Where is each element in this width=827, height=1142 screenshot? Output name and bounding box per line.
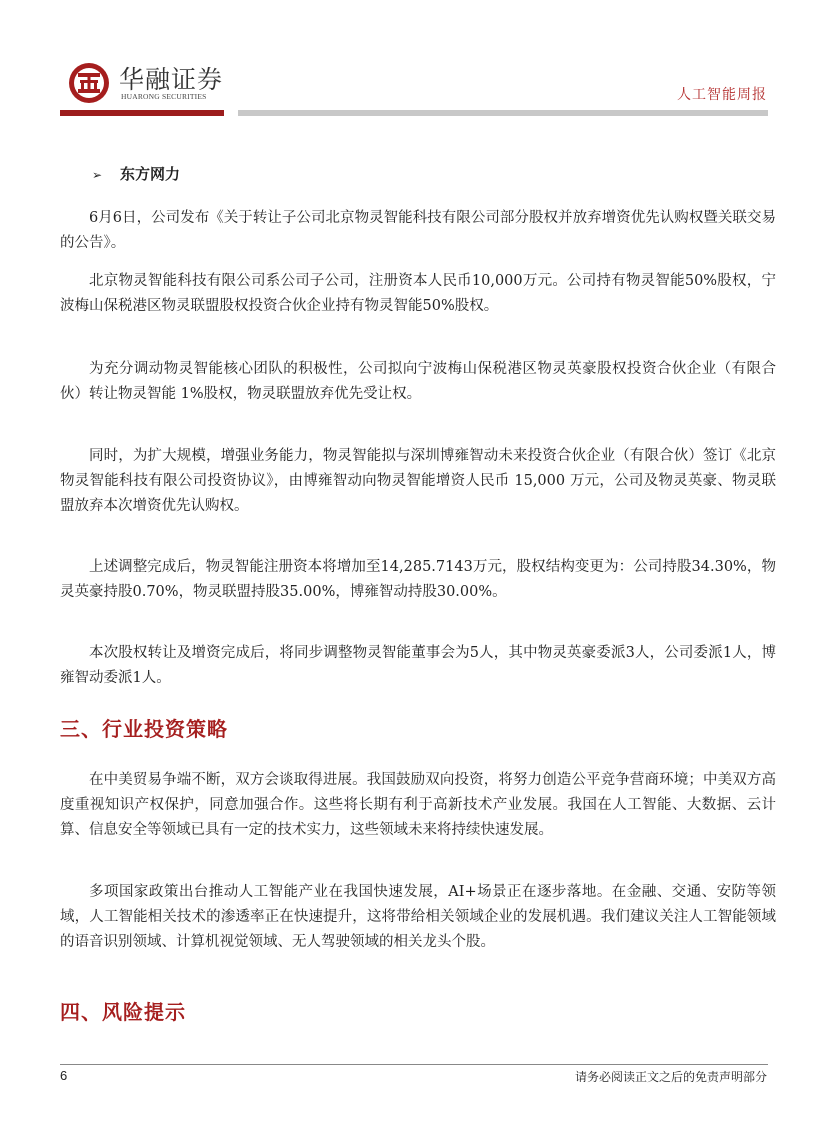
body-paragraph: 为充分调动物灵智能核心团队的积极性，公司拟向宁波梅山保税港区物灵英豪股权投资合伙企业（有限合伙）转让物灵智能 1%股权，物灵联盟放弃优先受让权。 — [60, 361, 776, 402]
page-header — [0, 0, 827, 120]
body-paragraph: 多项国家政策出台推动人工智能产业在我国快速发展，AI+场景正在逐步落地。在金融、交通、安防等领域，人工智能相关技术的渗透率正在快速提升，这将带给相关领域企业的发展机遇。我们建议关注人工智能领域的语音识别领域、计算机视觉领域、无人驾驶领域的相关龙头个股。 — [60, 884, 776, 950]
footer-rule — [60, 1064, 768, 1065]
disclaimer-note: 请务必阅读正文之后的免责声明部分 — [574, 1070, 767, 1084]
arrow-bullet-icon: ➢ — [92, 168, 103, 182]
body-paragraph: 本次股权转让及增资完成后，将同步调整物灵智能董事会为5人，其中物灵英豪委派3人，公司委派1人，博雍智动委派1人。 — [60, 645, 776, 686]
brand-name-cn: 华融证券 — [119, 65, 224, 94]
section-title-strategy: 三、行业投资策略 — [60, 717, 228, 741]
body-paragraph: 上述调整完成后，物灵智能注册资本将增加至14,285.7143万元，股权结构变更为：公司持股34.30%，物灵英豪持股0.70%，物灵联盟持股35.00%，博雍智动持股30.00%。 — [60, 559, 776, 600]
company-name: 东方网力 — [120, 165, 181, 183]
huarong-logo-icon — [68, 62, 110, 104]
body-paragraph: 在中美贸易争端不断，双方会谈取得进展。我国鼓励双向投资，将努力创造公平竞争营商环境；中美双方高度重视知识产权保护，同意加强合作。这些将长期有利于高新技术产业发展。我国在人工智能、大数据、云计算、信息安全等领域已具有一定的技术实力，这些领域未来将持续快速发展。 — [60, 772, 776, 838]
body-paragraph: 同时，为扩大规模，增强业务能力，物灵智能拟与深圳博雍智动未来投资合伙企业（有限合伙）签订《北京物灵智能科技有限公司投资协议》，由博雍智动向物灵智能增资人民币 15,000 万元，公司及物灵英豪、物灵联盟放弃本次增资优先认购权。 — [60, 448, 776, 514]
header-rule-gray — [238, 110, 768, 116]
report-type-title: 人工智能周报 — [677, 87, 767, 103]
body-paragraph: 北京物灵智能科技有限公司系公司子公司，注册资本人民币10,000万元。公司持有物灵智能50%股权，宁波梅山保税港区物灵联盟股权投资合伙企业持有物灵智能50%股权。 — [60, 273, 776, 314]
body-paragraph: 6月6日，公司发布《关于转让子公司北京物灵智能科技有限公司部分股权并放弃增资优先认购权暨关联交易的公告》。 — [60, 210, 776, 251]
company-heading — [92, 163, 180, 184]
brand-name-en: HUARONG SECURITIES — [121, 92, 207, 101]
header-rule-red — [60, 110, 224, 116]
page-number: 6 — [60, 1068, 68, 1083]
section-title-risk: 四、风险提示 — [60, 1000, 186, 1024]
